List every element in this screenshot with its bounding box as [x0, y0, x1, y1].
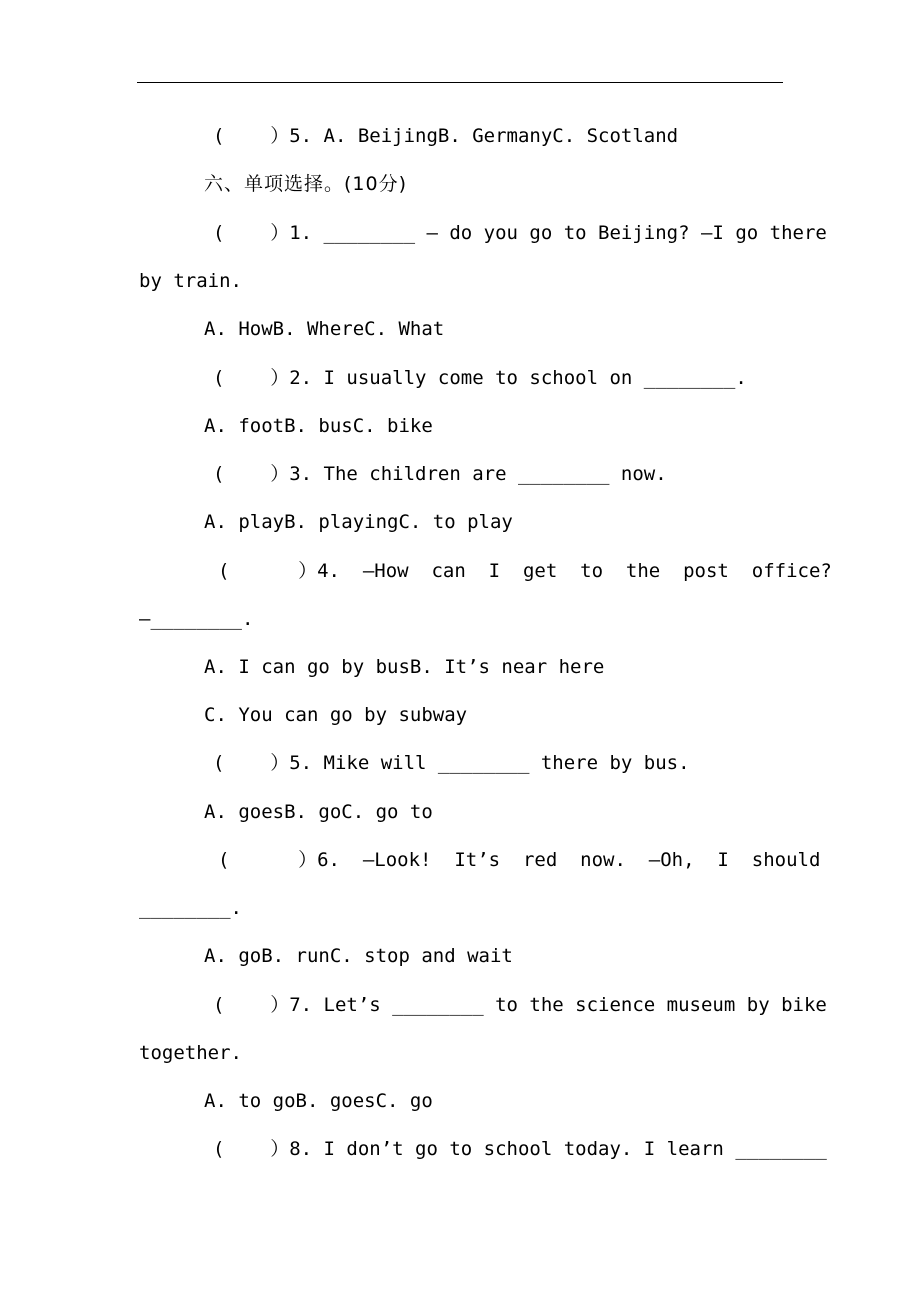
question-6-options: A. goB. runC. stop and wait	[204, 945, 513, 967]
question-4-options-ab: A. I can go by busB. It’s near here	[204, 656, 605, 678]
header-rule	[137, 82, 783, 83]
question-2: ( ）2. I usually come to school on ________.	[213, 367, 747, 389]
question-5-options: A. goesB. goC. go to	[204, 801, 433, 823]
question-5-country: ( ）5. A. BeijingB. GermanyC. Scotland	[213, 125, 679, 147]
question-3: ( ）3. The children are ________ now.	[213, 463, 667, 485]
question-3-options: A. playB. playingC. to play	[204, 511, 513, 533]
question-7: ( ）7. Let’s ________ to the science museum by bike	[213, 994, 827, 1016]
question-5: ( ）5. Mike will ________ there by bus.	[213, 752, 690, 774]
question-7-options: A. to goB. goesC. go	[204, 1090, 433, 1112]
question-7-continued: together.	[139, 1042, 242, 1064]
question-1: ( ）1. ________ — do you go to Beijing? —I go there	[213, 222, 827, 244]
section-6-heading: 六、单项选择。(10分)	[204, 173, 408, 195]
question-6: ( ）6. —Look! It’s red now. —Oh, I should	[218, 849, 821, 871]
question-4-option-c: C. You can go by subway	[204, 704, 468, 726]
question-4: ( ）4. —How can I get to the post office?	[218, 560, 832, 582]
question-1-options: A. HowB. WhereC. What	[204, 318, 445, 340]
question-1-continued: by train.	[139, 270, 242, 292]
question-8: ( ）8. I don’t go to school today. I learn ________	[213, 1138, 827, 1160]
question-4-continued: —________.	[139, 608, 254, 630]
question-2-options: A. footB. busC. bike	[204, 415, 433, 437]
question-6-continued: ________.	[139, 897, 242, 919]
